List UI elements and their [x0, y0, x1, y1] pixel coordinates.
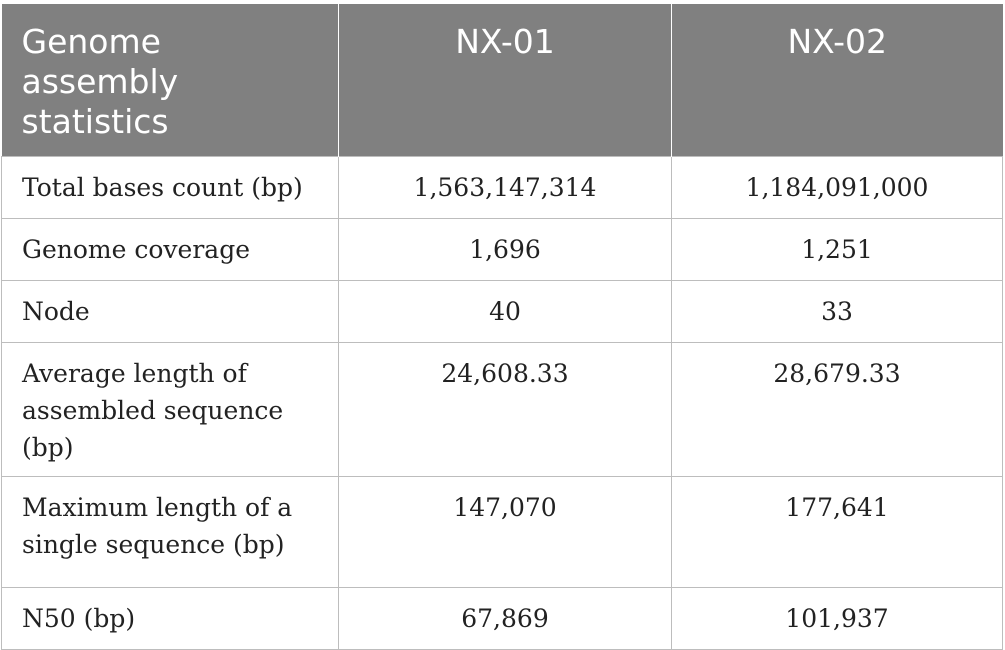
- cell-nx-01: 40: [339, 280, 672, 342]
- table-row: [2, 280, 1003, 342]
- row-label: Genome coverage: [2, 218, 339, 280]
- cell-nx-02: 101,937: [672, 587, 1003, 649]
- cell-nx-02: 177,641: [672, 476, 1003, 587]
- table-body: [2, 156, 1003, 649]
- table-row: [2, 342, 1003, 476]
- cell-nx-01: 24,608.33: [339, 342, 672, 476]
- row-label: Node: [2, 280, 339, 342]
- row-label: Average length of assembled sequence (bp): [2, 342, 339, 476]
- cell-nx-01: 1,563,147,314: [339, 156, 672, 218]
- row-label: N50 (bp): [2, 587, 339, 649]
- cell-nx-02: 33: [672, 280, 1003, 342]
- cell-nx-02: 28,679.33: [672, 342, 1003, 476]
- column-header-statistics: Genome assembly statistics: [2, 4, 339, 156]
- table-row: [2, 218, 1003, 280]
- table-row: [2, 156, 1003, 218]
- cell-nx-01: 147,070: [339, 476, 672, 587]
- cell-nx-01: 1,696: [339, 218, 672, 280]
- cell-nx-02: 1,251: [672, 218, 1003, 280]
- row-label: Maximum length of a single sequence (bp): [2, 476, 339, 587]
- row-label: Total bases count (bp): [2, 156, 339, 218]
- header-row: [2, 4, 1003, 156]
- table-header: [2, 4, 1003, 156]
- column-header-nx-01: NX-01: [339, 4, 672, 156]
- cell-nx-01: 67,869: [339, 587, 672, 649]
- cell-nx-02: 1,184,091,000: [672, 156, 1003, 218]
- table-row: [2, 476, 1003, 587]
- genome-assembly-table: [1, 4, 1003, 650]
- column-header-nx-02: NX-02: [672, 4, 1003, 156]
- table-row: [2, 587, 1003, 649]
